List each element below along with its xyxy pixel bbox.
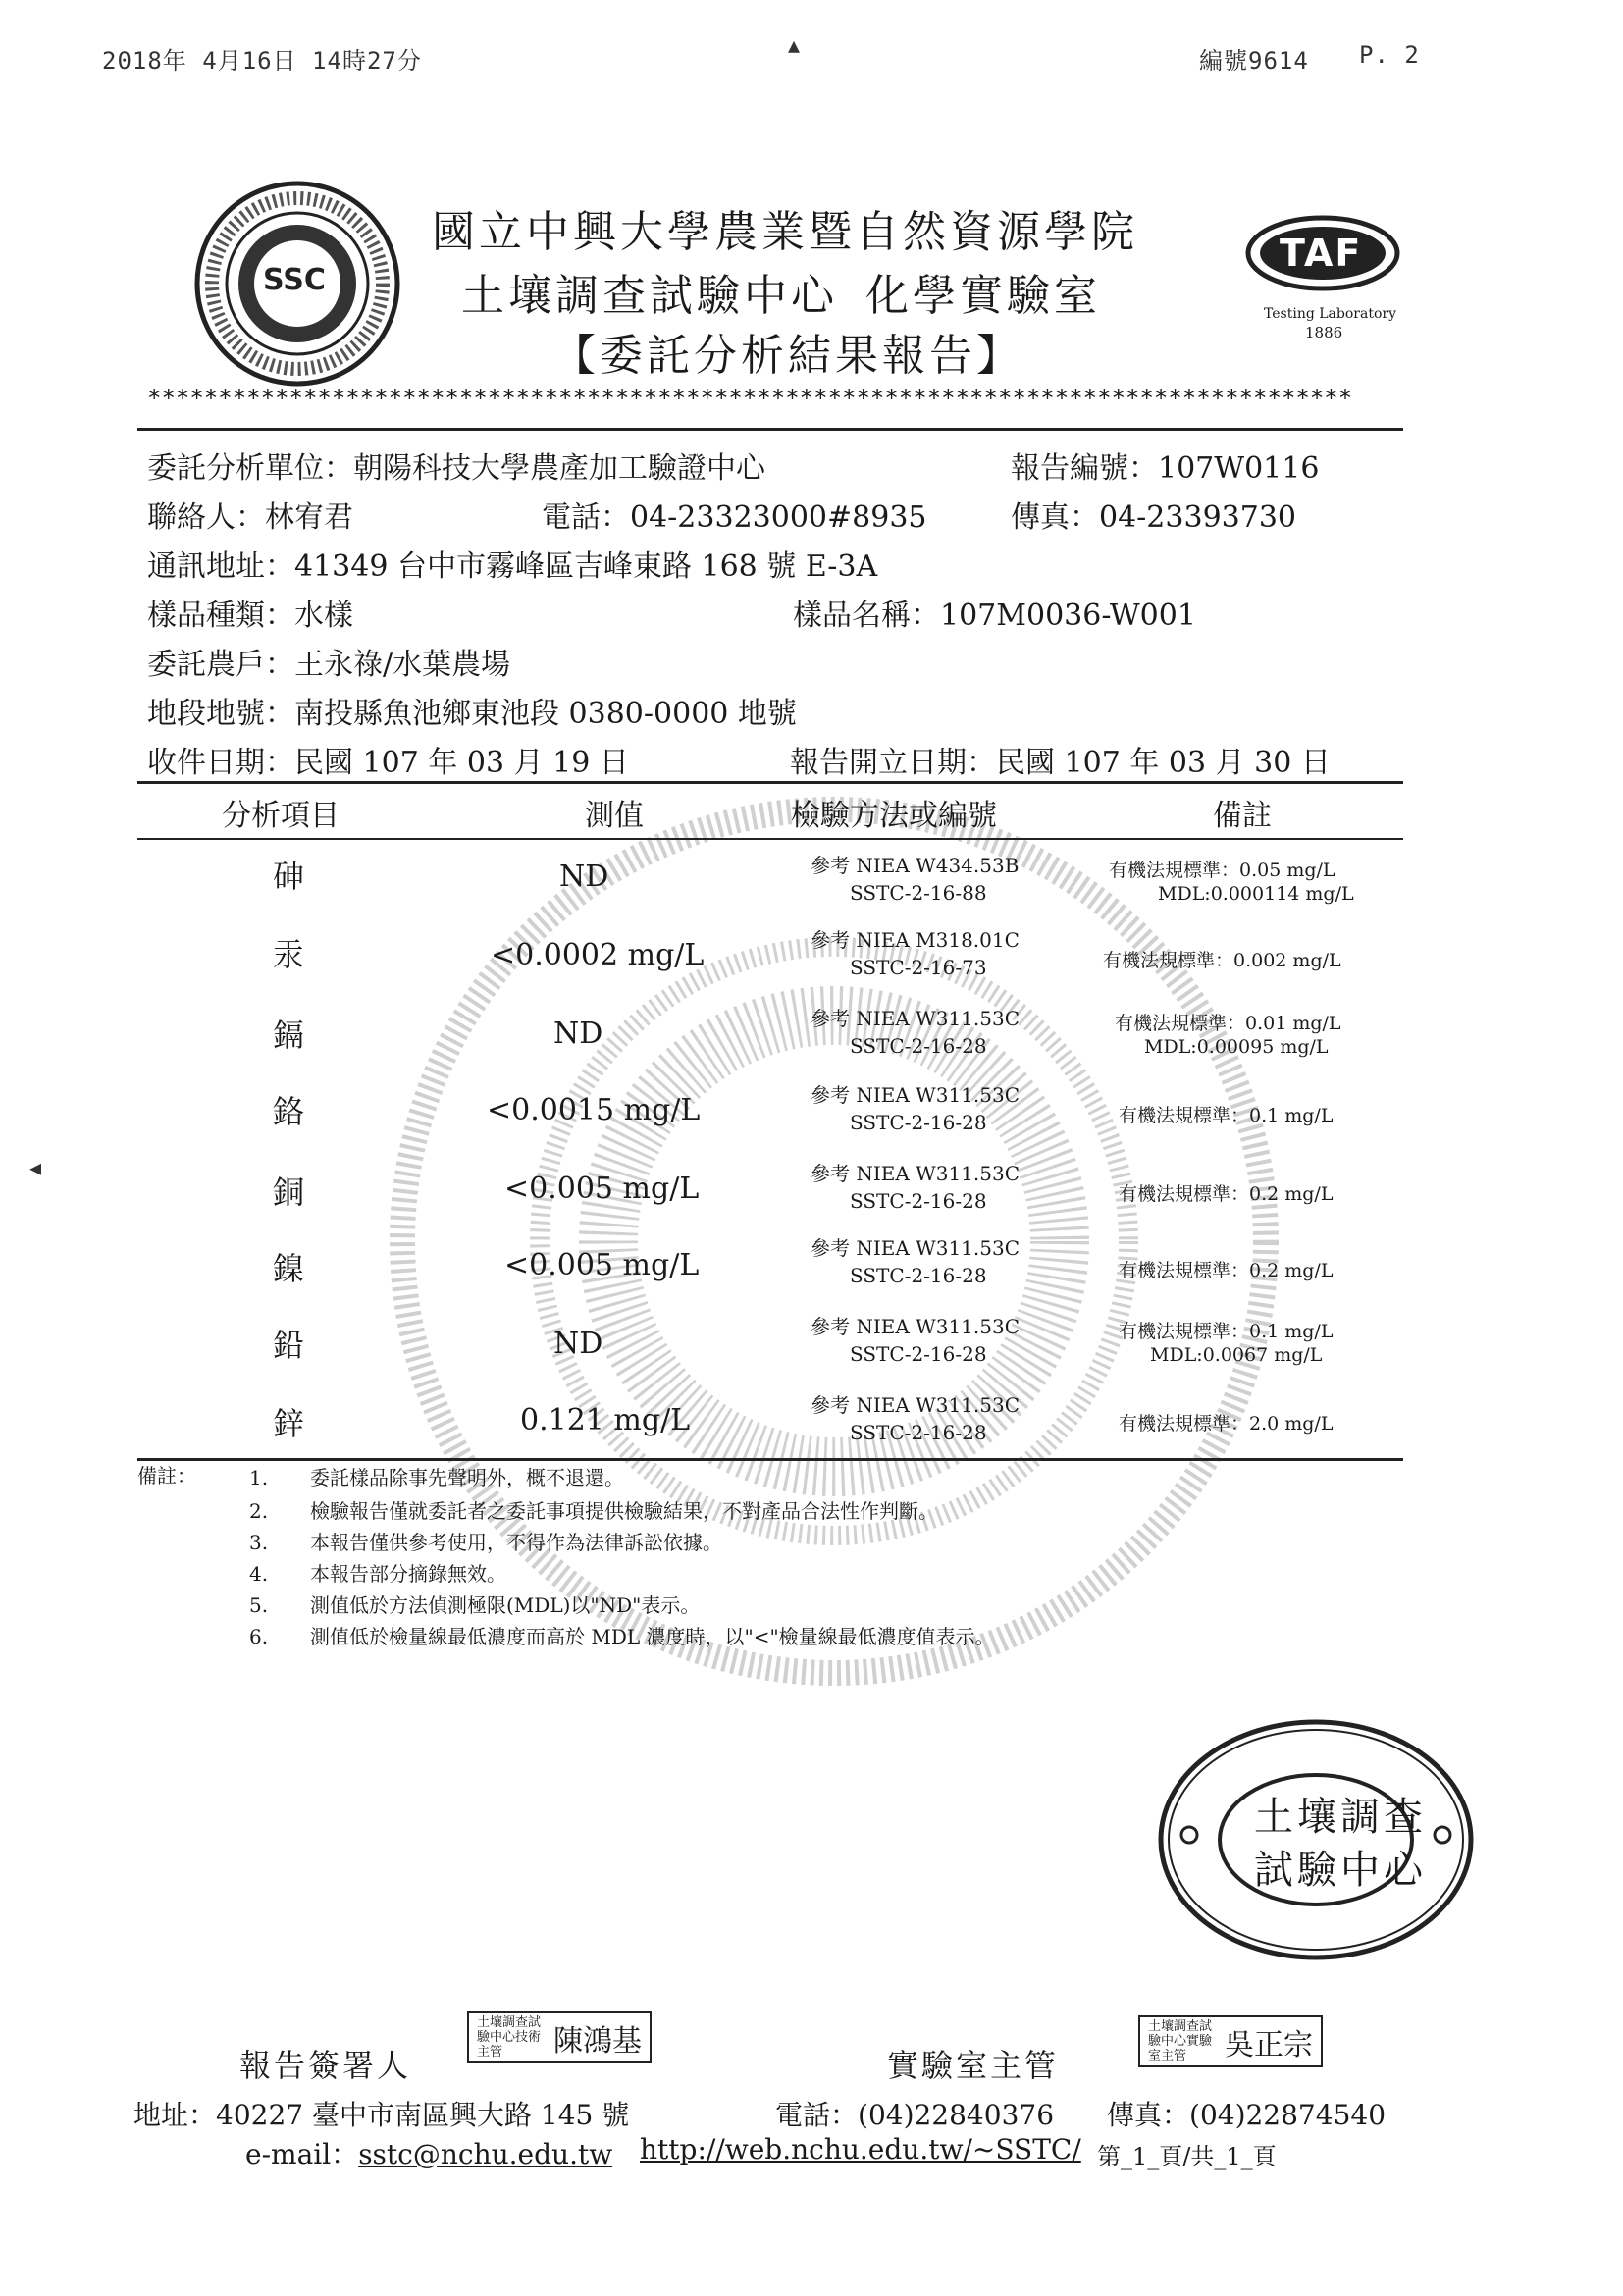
report-title: 【委託分析結果報告】 bbox=[552, 331, 1023, 381]
row-remark-standard: 有機法規標準：0.002 mg/L bbox=[1103, 950, 1341, 971]
fax-row bbox=[1011, 493, 1296, 536]
row-method-ref: 參考 NIEA W311.53C bbox=[811, 1007, 1020, 1030]
address-row bbox=[147, 542, 877, 585]
row-value: 0.121 mg/L bbox=[520, 1403, 691, 1437]
page-count: 第_1_頁/共_1_頁 bbox=[1097, 2143, 1277, 2170]
fax-datetime: 2018年 4月16日 14時27分 bbox=[102, 47, 422, 75]
row-item: 鋅 bbox=[273, 1405, 305, 1442]
row-method-ref: 參考 NIEA W434.53B bbox=[811, 854, 1020, 877]
footer-address bbox=[133, 2094, 629, 2133]
supervisor-name: 吳正宗 bbox=[1225, 2027, 1313, 2062]
contact-label: 聯絡人： bbox=[147, 500, 265, 535]
footer-phone-value: (04)22840376 bbox=[858, 2099, 1055, 2131]
note-number: 3. bbox=[249, 1531, 269, 1554]
footer-address-label: 地址： bbox=[133, 2099, 217, 2131]
taf-testing-label: Testing Laboratory bbox=[1264, 306, 1396, 322]
row-remark-mdl: MDL:0.00095 mg/L bbox=[1144, 1036, 1329, 1058]
received-row bbox=[147, 738, 629, 781]
row-remark-mdl: MDL:0.0067 mg/L bbox=[1150, 1344, 1323, 1366]
signer-stamp bbox=[467, 2011, 652, 2063]
header-item: 分析項目 bbox=[222, 799, 340, 833]
sample-name-label: 樣品名稱： bbox=[793, 599, 940, 633]
phone-row bbox=[542, 493, 927, 536]
fax-label: 傳真： bbox=[1011, 500, 1099, 535]
note-text: 測值低於方法偵測極限(MDL)以"ND"表示。 bbox=[310, 1593, 701, 1617]
client-label: 委託分析單位： bbox=[147, 451, 353, 486]
taf-number: 1886 bbox=[1305, 324, 1343, 341]
taf-logo-text: TAF bbox=[1280, 232, 1363, 275]
footer-address-value: 40227 臺中市南區興大路 145 號 bbox=[216, 2099, 630, 2131]
row-remark-standard: 有機法規標準：0.01 mg/L bbox=[1115, 1013, 1341, 1034]
rule-top bbox=[137, 428, 1403, 431]
row-remark-standard: 有機法規標準：2.0 mg/L bbox=[1119, 1413, 1334, 1435]
row-method-code: SSTC-2-16-28 bbox=[850, 1034, 987, 1058]
footer-email bbox=[245, 2133, 612, 2172]
row-remark-mdl: MDL:0.000114 mg/L bbox=[1158, 883, 1354, 905]
institution-title: 國立中興大學農業暨自然資源學院 bbox=[432, 207, 1138, 257]
header-remark: 備註 bbox=[1213, 799, 1272, 833]
farmer-value: 王永祿/水葉農場 bbox=[294, 648, 511, 682]
row-value: <0.0015 mg/L bbox=[487, 1093, 701, 1127]
received-value: 民國 107 年 03 月 19 日 bbox=[294, 746, 629, 780]
address-label: 通訊地址： bbox=[147, 549, 294, 584]
ssc-logo-icon bbox=[192, 179, 402, 389]
footer-phone bbox=[775, 2094, 1054, 2133]
address-value: 41349 台中市霧峰區吉峰東路 168 號 E-3A bbox=[294, 549, 878, 584]
note-number: 4. bbox=[249, 1562, 269, 1586]
row-method-ref: 參考 NIEA W311.53C bbox=[811, 1315, 1020, 1338]
row-remark-standard: 有機法規標準：0.05 mg/L bbox=[1109, 860, 1335, 881]
row-method-code: SSTC-2-16-28 bbox=[850, 1342, 987, 1366]
phone-label: 電話： bbox=[542, 500, 630, 535]
row-method-code: SSTC-2-16-28 bbox=[850, 1264, 987, 1287]
row-method-code: SSTC-2-16-73 bbox=[850, 956, 987, 979]
rule-header-bottom bbox=[137, 838, 1403, 840]
footer-email-label: e-mail： bbox=[245, 2138, 359, 2170]
row-item: 砷 bbox=[273, 858, 305, 895]
row-item: 銅 bbox=[273, 1174, 305, 1211]
fax-value: 04-23393730 bbox=[1099, 500, 1297, 535]
signer-label: 報告簽署人 bbox=[239, 2047, 412, 2084]
note-text: 委託樣品除事先聲明外，概不退還。 bbox=[310, 1466, 624, 1489]
row-method-ref: 參考 NIEA W311.53C bbox=[811, 1083, 1020, 1107]
supervisor-stamp-title: 土壤調查試驗中心實驗室主管 bbox=[1148, 2019, 1213, 2063]
row-value: ND bbox=[559, 860, 609, 894]
note-number: 5. bbox=[249, 1593, 269, 1617]
footer-fax-value: (04)22874540 bbox=[1189, 2099, 1387, 2131]
issued-row bbox=[790, 738, 1331, 781]
row-method-ref: 參考 NIEA M318.01C bbox=[811, 928, 1020, 952]
row-item: 鎳 bbox=[273, 1250, 305, 1287]
row-method-code: SSTC-2-16-28 bbox=[850, 1111, 987, 1134]
client-row bbox=[147, 444, 765, 487]
fax-number: 編號9614 bbox=[1199, 47, 1309, 75]
note-number: 2. bbox=[249, 1499, 269, 1523]
row-value: <0.005 mg/L bbox=[504, 1248, 700, 1282]
note-text: 本報告僅供參考使用，不得作為法律訴訟依據。 bbox=[310, 1531, 722, 1554]
note-text: 檢驗報告僅就委託者之委託事項提供檢驗結果，不對產品合法性作判斷。 bbox=[310, 1499, 938, 1523]
contact-value: 林宥君 bbox=[265, 500, 353, 535]
sample-type-value: 水樣 bbox=[294, 599, 353, 633]
row-item: 鎘 bbox=[273, 1017, 305, 1054]
lab-title: 化學實驗室 bbox=[865, 271, 1101, 321]
separator-stars: ************************************************************************************* bbox=[147, 385, 1353, 412]
footer-fax bbox=[1107, 2094, 1386, 2133]
contact-row bbox=[147, 493, 353, 536]
issued-value: 民國 107 年 03 月 30 日 bbox=[996, 746, 1331, 780]
header-value: 測值 bbox=[585, 799, 644, 833]
scan-arrow-top-icon: ▲ bbox=[788, 33, 802, 57]
ssc-logo-letters: SSC bbox=[263, 263, 326, 297]
row-remark-standard: 有機法規標準：0.1 mg/L bbox=[1119, 1321, 1334, 1342]
row-method-ref: 參考 NIEA W311.53C bbox=[811, 1236, 1020, 1260]
sample-type-label: 樣品種類： bbox=[147, 599, 294, 633]
farmer-row bbox=[147, 640, 510, 683]
fax-page: P. 2 bbox=[1359, 41, 1420, 69]
report-number-row bbox=[1011, 444, 1319, 487]
sample-name-row bbox=[793, 591, 1196, 634]
report-number-value: 107W0116 bbox=[1158, 451, 1320, 486]
signer-stamp-title: 土壤調查試驗中心技術主管 bbox=[477, 2015, 542, 2060]
rule-table-top bbox=[137, 781, 1403, 784]
seal-center-line1: 土壤調查 bbox=[1254, 1795, 1427, 1840]
sample-name-value: 107M0036-W001 bbox=[940, 599, 1196, 633]
row-value: ND bbox=[553, 1327, 603, 1361]
supervisor-stamp bbox=[1138, 2015, 1323, 2067]
row-value: <0.0002 mg/L bbox=[491, 938, 705, 972]
taf-logo bbox=[1244, 214, 1401, 341]
footer-url-link[interactable]: http://web.nchu.edu.tw/~SSTC/ bbox=[640, 2133, 1081, 2166]
seal-center-line2: 試驗中心 bbox=[1254, 1848, 1427, 1893]
row-value: ND bbox=[553, 1017, 603, 1051]
footer-fax-label: 傳真： bbox=[1107, 2099, 1190, 2131]
row-item: 鉛 bbox=[273, 1327, 305, 1364]
footer-email-link[interactable]: sstc@nchu.edu.tw bbox=[358, 2138, 613, 2170]
row-remark-standard: 有機法規標準：0.2 mg/L bbox=[1119, 1260, 1334, 1281]
client-value: 朝陽科技大學農產加工驗證中心 bbox=[353, 451, 765, 486]
footer-phone-label: 電話： bbox=[775, 2099, 859, 2131]
row-method-code: SSTC-2-16-88 bbox=[850, 881, 987, 905]
note-number: 6. bbox=[249, 1625, 269, 1648]
row-item: 鉻 bbox=[273, 1093, 305, 1130]
phone-value: 04-23323000#8935 bbox=[630, 500, 927, 535]
official-seal bbox=[1156, 1717, 1476, 1962]
note-text: 測值低於檢量線最低濃度而高於 MDL 濃度時，以"<"檢量線最低濃度值表示。 bbox=[310, 1625, 995, 1648]
scan-arrow-left-icon: ◀ bbox=[29, 1156, 43, 1179]
issued-label: 報告開立日期： bbox=[790, 746, 996, 780]
header-method: 檢驗方法或編號 bbox=[791, 799, 997, 833]
notes-label: 備註： bbox=[137, 1464, 196, 1487]
note-number: 1. bbox=[249, 1466, 269, 1489]
row-item: 汞 bbox=[273, 936, 305, 973]
row-method-ref: 參考 NIEA W311.53C bbox=[811, 1162, 1020, 1185]
row-remark-standard: 有機法規標準：0.1 mg/L bbox=[1119, 1105, 1334, 1126]
report-number-label: 報告編號： bbox=[1011, 451, 1158, 486]
center-title: 土壤調查試驗中心 bbox=[461, 271, 838, 321]
received-label: 收件日期： bbox=[147, 746, 294, 780]
lot-label: 地段地號： bbox=[147, 697, 294, 731]
row-value: <0.005 mg/L bbox=[504, 1172, 700, 1206]
signer-name: 陳鴻基 bbox=[553, 2023, 642, 2059]
row-method-ref: 參考 NIEA W311.53C bbox=[811, 1393, 1020, 1417]
row-remark-standard: 有機法規標準：0.2 mg/L bbox=[1119, 1183, 1334, 1205]
sample-type-row bbox=[147, 591, 353, 634]
rule-table-bottom bbox=[137, 1458, 1403, 1461]
supervisor-label: 實驗室主管 bbox=[887, 2047, 1060, 2084]
row-method-code: SSTC-2-16-28 bbox=[850, 1421, 987, 1444]
farmer-label: 委託農戶： bbox=[147, 648, 294, 682]
note-text: 本報告部分摘錄無效。 bbox=[310, 1562, 506, 1586]
row-method-code: SSTC-2-16-28 bbox=[850, 1189, 987, 1213]
lot-value: 南投縣魚池鄉東池段 0380-0000 地號 bbox=[294, 697, 797, 731]
lot-row bbox=[147, 689, 797, 732]
